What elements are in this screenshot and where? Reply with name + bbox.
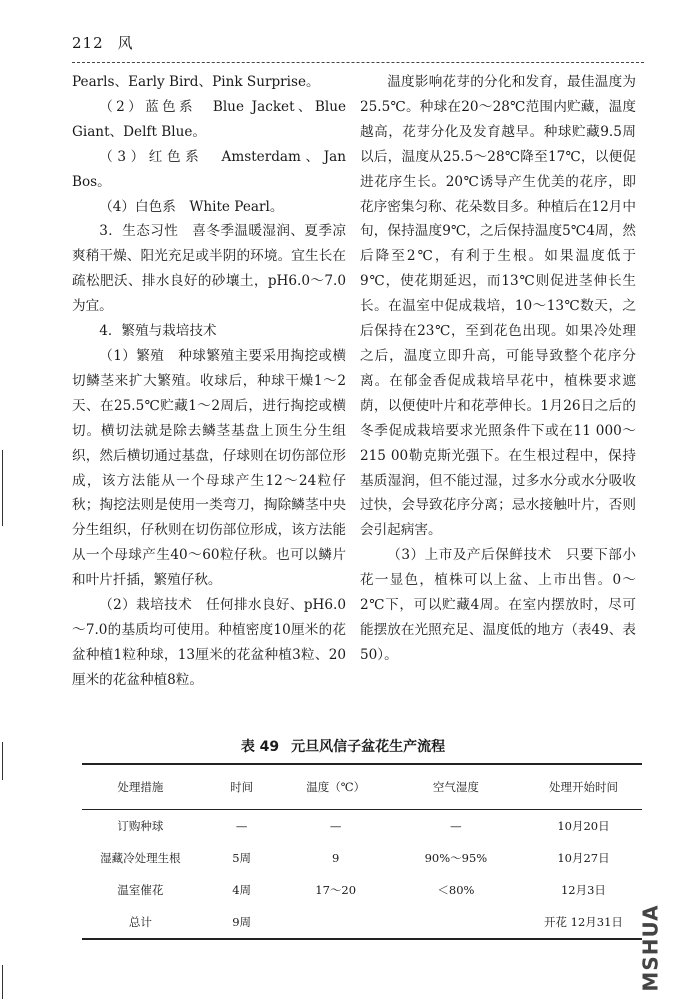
table-row bbox=[82, 874, 642, 906]
paragraph: （3）上市及产后保鲜技术 只要下部小花一显色，植株可以上盆、上市出售。0～2℃下，可以贮藏4周。在室内摆放时，尽可能摆放在光照充足、温度低的地方（表49、表50）。 bbox=[360, 547, 636, 663]
table-cell: — bbox=[329, 818, 342, 833]
header-cell: 空气湿度 bbox=[432, 779, 479, 794]
table-cell: ＜80% bbox=[437, 882, 475, 897]
page-number: 212 bbox=[72, 34, 104, 52]
table-cell: 温室催花 bbox=[117, 882, 164, 897]
header-rule bbox=[72, 62, 644, 63]
table-cell: 5周 bbox=[232, 850, 252, 865]
scan-edge-line bbox=[2, 965, 3, 999]
production-table bbox=[82, 763, 642, 940]
paragraph: （1）繁殖 种球繁殖主要采用掏挖或横切鳞茎来扩大繁殖。收球后，种球干燥1～2天、在25.5℃贮藏1～2周后，进行掏挖或横切。横切法就是除去鳞茎基盘上顶生分生组织，然后横切通过基盘，仔球则在切伤部位形成，该方法能从一个母球产生12～24粒仔秋；掏挖法则是使用一类弯刀，掏除鳞茎中央分生组织，仔秋则在切伤部位形成，该方法能从一个母球产生40～60粒仔秋。也可以鳞片和叶片扦插，繁殖仔秋。 bbox=[72, 347, 346, 589]
header-cell: 温度（℃） bbox=[306, 779, 366, 794]
table-cell: 4周 bbox=[232, 882, 252, 897]
page-header bbox=[72, 32, 134, 53]
right-column bbox=[360, 70, 636, 668]
table-row bbox=[82, 842, 642, 874]
table-cell: 10月20日 bbox=[557, 818, 610, 833]
paragraph: 温度影响花芽的分化和发育，最佳温度为25.5℃。种球在20～28℃范围内贮藏，温度越高，花芽分化及发育越早。种球贮藏9.5周以后，温度从25.5～28℃降至17℃，以便促进花序生长。20℃诱导产生优美的花序，即花序密集匀称、花朵数目多。种植后在12月中旬，保持温度9℃，之后保持温度5℃4周，然后降至2℃，有利于生根。如果温度低于9℃，使花期延迟，而13℃则促进茎伸长生长。在温室中促成栽培，10～13℃数天，之后保持在23℃，至到花色出现。如果冷处理之后，温度立即升高，可能导致整个花序分离。在郁金香促成栽培早花中，植株要求遮荫，以便使叶片和花葶伸长。1月26日之后的冬季促成栽培要求光照条件下或在11 000～215 00勒克斯光强下。在生根过程中，保持基质湿润，但不能过湿，过多水分或水分吸收过快，会导致花序分离；忌水接触叶片，否则会引起病害。 bbox=[360, 74, 636, 539]
table-title: 元旦风信子盆花生产流程 bbox=[291, 739, 446, 755]
table-header-row bbox=[82, 764, 642, 810]
header-cell: 时间 bbox=[230, 779, 254, 794]
table-cell: 订购种球 bbox=[117, 818, 164, 833]
watermark-logo bbox=[634, 900, 670, 996]
table-cell: 17～20 bbox=[315, 882, 357, 897]
paragraph: 4．繁殖与栽培技术 bbox=[99, 323, 217, 340]
table-cell: 开花 12月31日 bbox=[544, 914, 623, 929]
table-cell: 9 bbox=[332, 850, 340, 865]
table-row bbox=[82, 906, 642, 939]
table-cell: 90%～95% bbox=[424, 850, 488, 865]
paragraph: Pearls、Early Bird、Pink Surprise。 bbox=[72, 74, 320, 90]
table-cell bbox=[284, 906, 386, 939]
table-cell: 9周 bbox=[232, 914, 252, 929]
scan-edge-line bbox=[2, 742, 3, 780]
paragraph: （2）蓝色系 Blue Jacket、Blue Giant、Delft Blue。 bbox=[72, 98, 346, 140]
table-cell: 湿藏冷处理生根 bbox=[100, 850, 181, 865]
paragraph: 3．生态习性 喜冬季温暖湿润、夏季凉爽稍干燥、阳光充足或半阴的环境。宜生长在疏松肥沃、排水良好的砂壤土，pH6.0～7.0为宜。 bbox=[72, 223, 346, 315]
section-title: 风 bbox=[117, 34, 134, 52]
table-cell bbox=[387, 906, 525, 939]
table-row bbox=[82, 810, 642, 843]
scan-edge-line bbox=[2, 450, 3, 526]
svg-text:MSHUA: MSHUA bbox=[638, 904, 663, 992]
table-number: 表 49 bbox=[240, 739, 280, 755]
table-cell: 12月3日 bbox=[560, 882, 606, 897]
header-cell: 处理开始时间 bbox=[548, 779, 618, 794]
header-cell: 处理措施 bbox=[117, 779, 164, 794]
table-cell: 总计 bbox=[128, 914, 152, 929]
table-cell: — bbox=[450, 818, 462, 833]
paragraph: （3）红色系 Amsterdam、Jan Bos。 bbox=[72, 148, 346, 190]
paragraph: （4）白色系 White Pearl。 bbox=[99, 198, 284, 215]
table-cell: 10月27日 bbox=[557, 850, 610, 865]
left-column bbox=[72, 70, 346, 693]
paragraph: （2）栽培技术 任何排水良好、pH6.0～7.0的基质均可使用。种植密度10厘米的花盆种植1粒种球，13厘米的花盆种植3粒、20厘米的花盆种植8粒。 bbox=[72, 597, 346, 688]
table-cell: — bbox=[235, 818, 248, 833]
table-caption bbox=[0, 736, 686, 756]
